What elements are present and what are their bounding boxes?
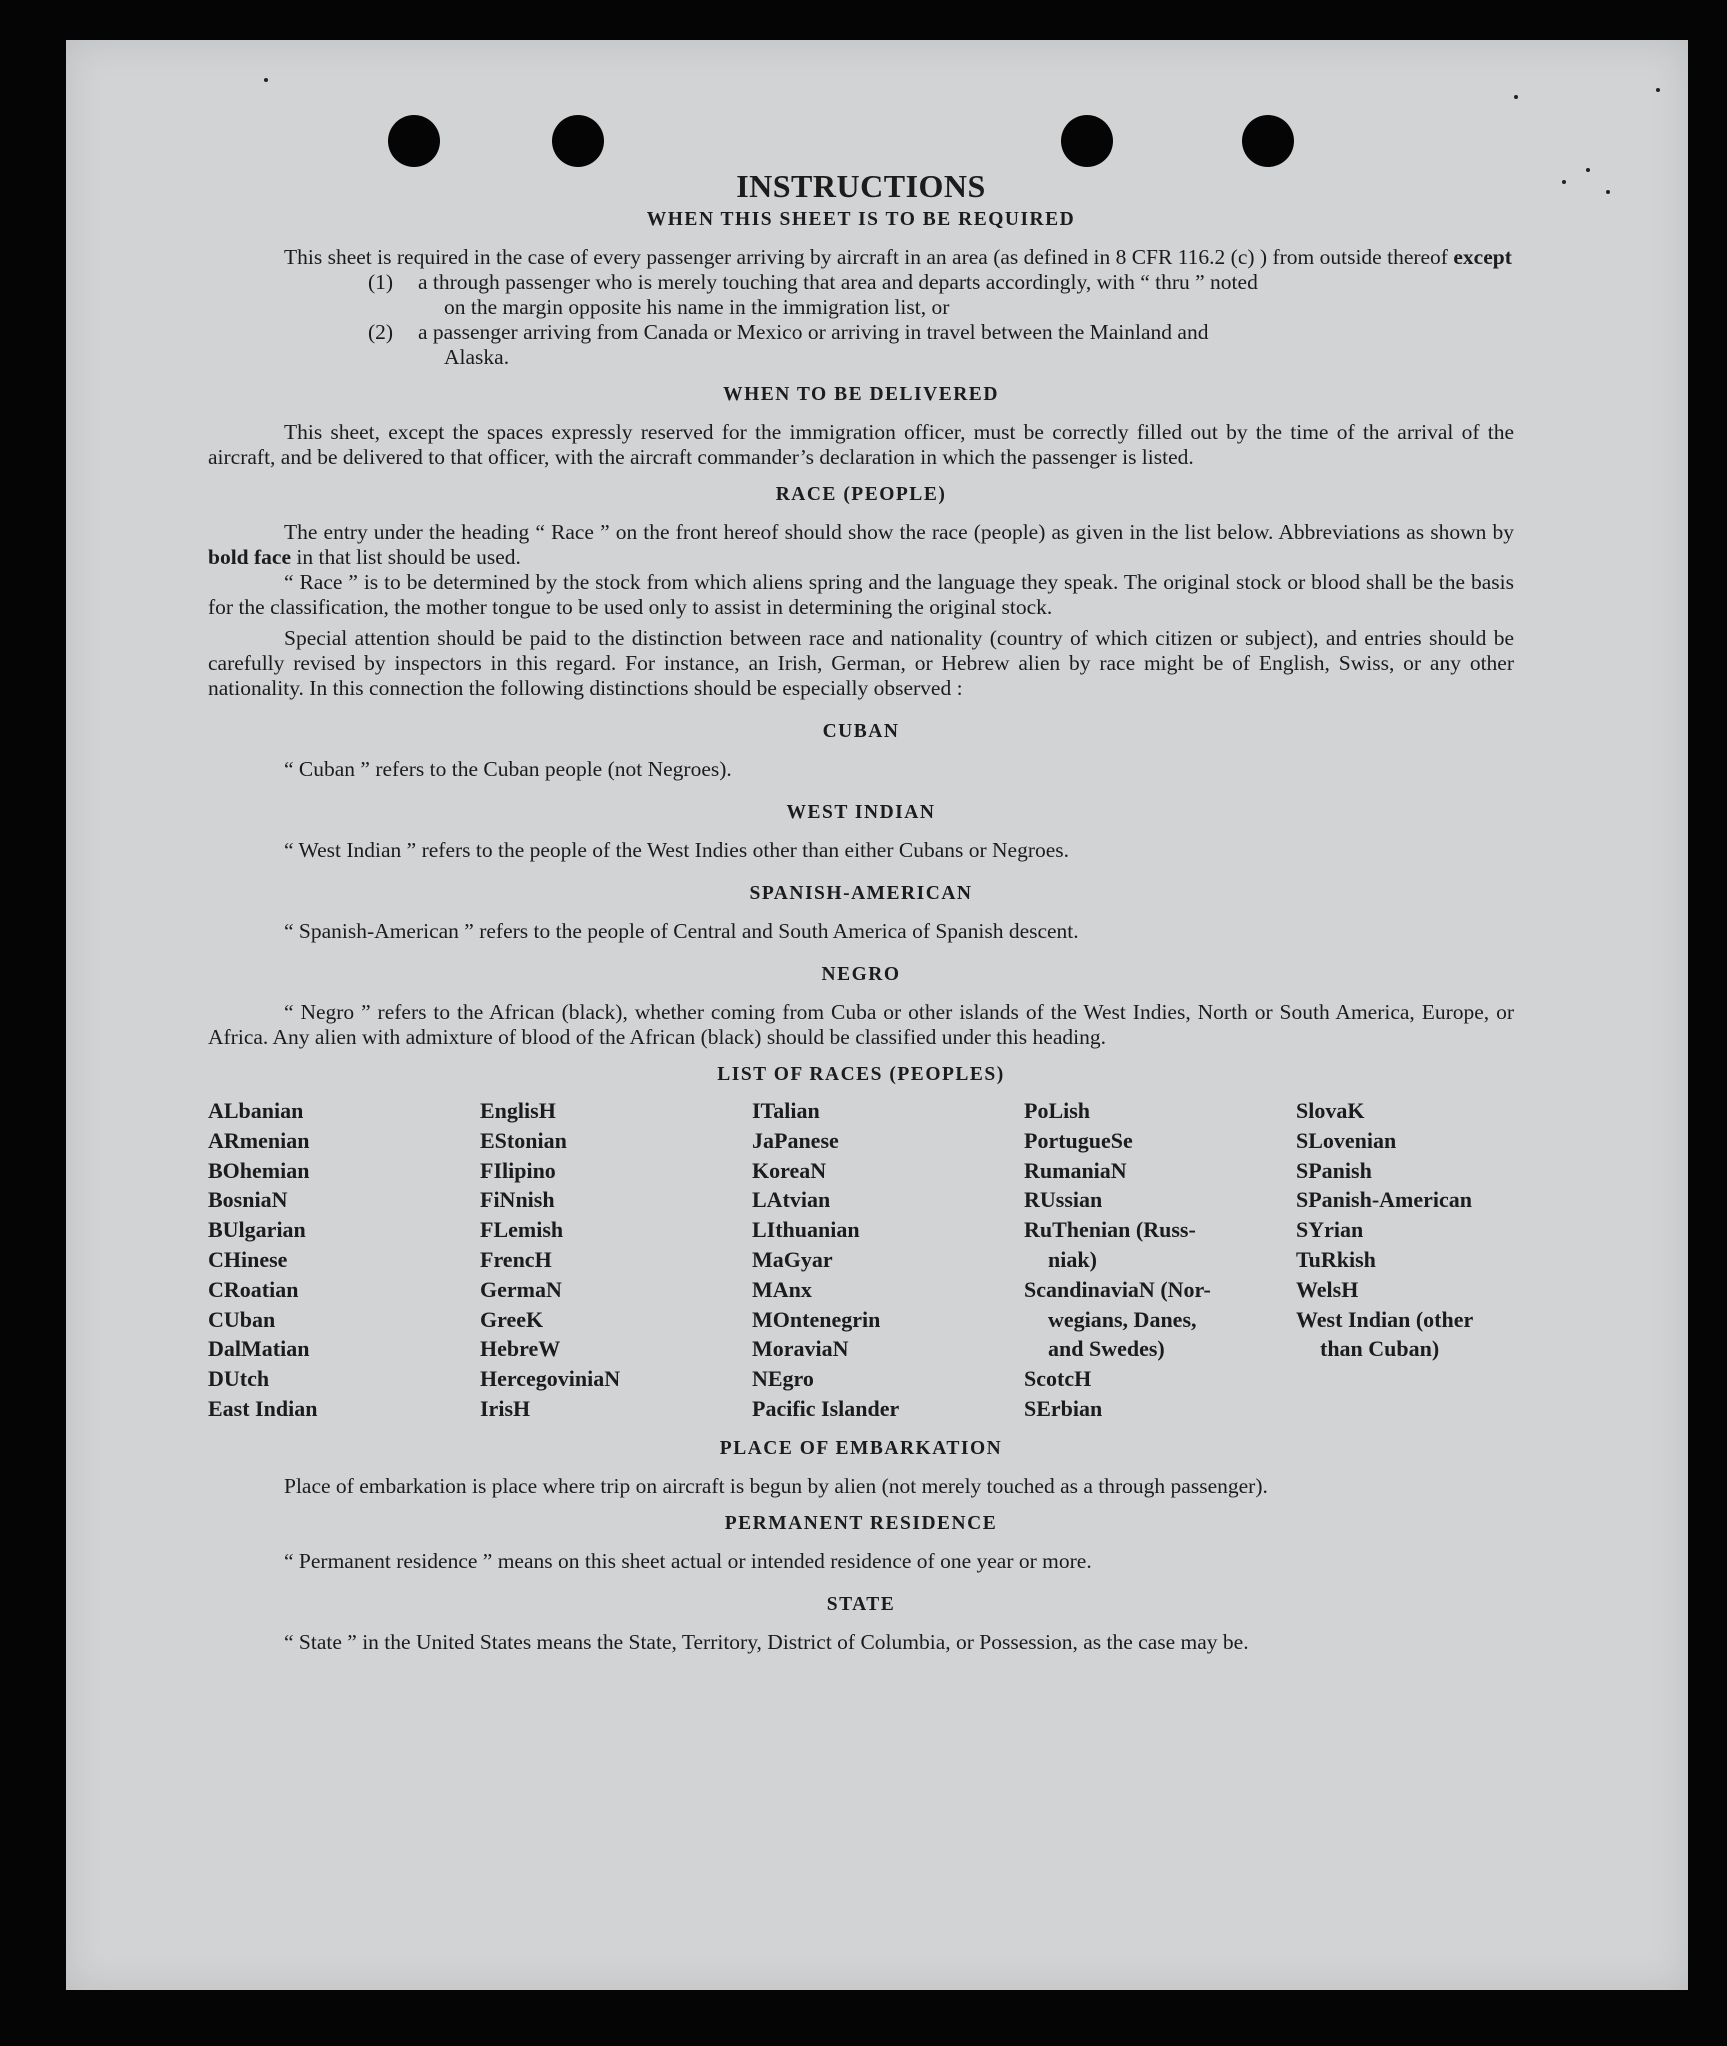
speck xyxy=(1586,168,1590,172)
race-entry: DalMatian xyxy=(208,1336,310,1362)
race-entry: RUssian xyxy=(1024,1187,1103,1213)
race-entry: JaPanese xyxy=(752,1127,839,1153)
spanish-american-heading: SPANISH-AMERICAN xyxy=(749,883,973,904)
when-required-heading: WHEN THIS SHEET IS TO BE REQUIRED xyxy=(646,209,1076,230)
races-table xyxy=(208,1096,1514,1424)
negro-heading: NEGRO xyxy=(821,964,901,985)
race-entry: CHinese xyxy=(208,1246,288,1272)
state-heading: STATE xyxy=(826,1593,896,1615)
instructions-content xyxy=(208,168,1514,1655)
speck xyxy=(1514,95,1518,99)
residence-text: “ Permanent residence ” means on this sheet actual or intended residence of one year or more. xyxy=(284,1548,1092,1573)
races-column xyxy=(1024,1096,1296,1424)
speck xyxy=(264,78,268,82)
residence-heading: PERMANENT RESIDENCE xyxy=(724,1512,998,1534)
race-entry: BosniaN xyxy=(208,1187,288,1213)
race-entry: MoraviaN xyxy=(752,1336,849,1362)
races-column xyxy=(480,1096,752,1424)
page-title: INSTRUCTIONS xyxy=(736,168,986,204)
race-entry: ALbanian xyxy=(208,1098,304,1123)
race-entry: EnglisH xyxy=(480,1098,556,1123)
race-entry: MAnx xyxy=(752,1276,812,1302)
race-entry: LIthuanian xyxy=(752,1217,860,1243)
race-entry: and Swedes) xyxy=(1048,1336,1165,1362)
race-entry: wegians, Danes, xyxy=(1048,1306,1197,1332)
race-entry: MaGyar xyxy=(752,1246,833,1272)
race-entry: SLovenian xyxy=(1296,1127,1397,1153)
race-entry: MOntenegrin xyxy=(752,1306,881,1332)
race-paragraph: Special attention should be paid to the distinction between race and nationality (country of which citizen or subject), and entries should be carefully revised by inspectors in this regard. For instance, an Irish, German, or Hebrew alien by race might be of English, Swiss, or any other nationality. In this connection the following distinctions should be especially observed : xyxy=(208,626,1514,700)
cuban-heading: CUBAN xyxy=(822,721,900,742)
when-required-intro: This sheet is required in the case of every passenger arriving by aircraft in an area (as defined in 8 CFR 116.2 (c) ) from outside thereof except xyxy=(284,245,1512,269)
state-text: “ State ” in the United States means the State, Territory, District of Columbia, or Possession, as the case may be. xyxy=(284,1629,1249,1654)
speck xyxy=(1656,88,1660,92)
race-entry: HebreW xyxy=(480,1336,561,1362)
race-entry: GermaN xyxy=(480,1276,562,1302)
race-entry: than Cuban) xyxy=(1320,1336,1440,1362)
race-entry: SYrian xyxy=(1296,1217,1364,1243)
race-entry: KoreaN xyxy=(752,1157,827,1183)
race-entry: HercegoviniaN xyxy=(480,1366,621,1392)
race-entry: ARmenian xyxy=(208,1127,310,1153)
races-column xyxy=(1296,1096,1514,1424)
race-entry: Pacific Islander xyxy=(752,1395,900,1421)
punch-hole xyxy=(1242,115,1294,167)
punch-hole xyxy=(388,115,440,167)
race-entry: East Indian xyxy=(208,1395,318,1421)
embarkation-heading: PLACE OF EMBARKATION xyxy=(719,1437,1003,1459)
race-entry: TuRkish xyxy=(1296,1246,1376,1272)
punch-hole xyxy=(1061,115,1113,167)
race-entry: NEgro xyxy=(752,1366,814,1392)
race-entry: FrencH xyxy=(480,1246,552,1272)
race-entry: FLemish xyxy=(480,1217,564,1243)
race-entry: ITalian xyxy=(752,1098,820,1123)
race-entry: RuThenian (Russ- xyxy=(1024,1217,1196,1243)
race-entry: SPanish-American xyxy=(1296,1187,1472,1213)
race-entry: CUban xyxy=(208,1306,276,1332)
race-entry: WelsH xyxy=(1296,1276,1359,1302)
race-entry: SlovaK xyxy=(1296,1098,1365,1123)
race-entry: RumaniaN xyxy=(1024,1157,1127,1183)
race-entry: niak) xyxy=(1048,1246,1097,1272)
races-column xyxy=(752,1096,1024,1424)
race-entry: LAtvian xyxy=(752,1187,831,1213)
race-entry: PortugueSe xyxy=(1024,1127,1133,1153)
race-heading: RACE (PEOPLE) xyxy=(775,484,947,505)
race-entry: SPanish xyxy=(1296,1157,1372,1183)
race-entry: DUtch xyxy=(208,1366,270,1392)
when-delivered-text: This sheet, except the spaces expressly reserved for the immigration officer, must be correctly filled out by the time of the arrival of the aircraft, and be delivered to that officer, with the aircraft commander’s declaration in which the passenger is listed. xyxy=(208,420,1514,469)
speck xyxy=(1562,180,1566,184)
race-paragraph: The entry under the heading “ Race ” on the front hereof should show the race (people) as given in the list below. Abbreviations as shown by bold face in that list should be used. xyxy=(208,520,1514,569)
race-entry: FIlipino xyxy=(480,1157,556,1183)
race-paragraph: “ Race ” is to be determined by the stock from which aliens spring and the language they speak. The original stock or blood shall be the basis for the classification, the mother tongue to be used only to assist in determining the original stock. xyxy=(208,570,1514,619)
race-entry: FiNnish xyxy=(480,1187,555,1213)
negro-text: “ Negro ” refers to the African (black), whether coming from Cuba or other islands of the West Indies, North or South America, Europe, or Africa. Any alien with admixture of blood of the African (black) should be classified under this heading. xyxy=(208,1000,1514,1049)
race-entry: ScotcH xyxy=(1024,1366,1092,1392)
west-indian-heading: WEST INDIAN xyxy=(786,802,936,823)
race-entry: ScandinaviaN (Nor- xyxy=(1024,1276,1211,1302)
speck xyxy=(1606,190,1610,194)
race-entry: EStonian xyxy=(480,1127,567,1153)
race-entry: SErbian xyxy=(1024,1395,1103,1421)
race-entry: GreeK xyxy=(480,1306,544,1332)
punch-hole xyxy=(552,115,604,167)
race-entry: CRoatian xyxy=(208,1276,299,1302)
when-delivered-heading: WHEN TO BE DELIVERED xyxy=(723,384,999,405)
embarkation-text: Place of embarkation is place where trip on aircraft is begun by alien (not merely touched as a through passenger). xyxy=(284,1473,1268,1498)
spanish-american-text: “ Spanish-American ” refers to the people of Central and South America of Spanish descent. xyxy=(284,919,1079,943)
races-column xyxy=(208,1096,480,1424)
race-entry: BUlgarian xyxy=(208,1217,306,1243)
list-of-races-heading: LIST OF RACES (PEOPLES) xyxy=(717,1064,1005,1085)
cuban-text: “ Cuban ” refers to the Cuban people (not Negroes). xyxy=(284,757,732,781)
exception-item: (2) a passenger arriving from Canada or Mexico or arriving in travel between the Mainland and Alaska. xyxy=(368,320,1209,369)
race-entry: BOhemian xyxy=(208,1157,310,1183)
exception-item: (1) a through passenger who is merely touching that area and departs accordingly, with “ thru ” noted on the margin opposite his name in the immigration list, or xyxy=(368,270,1258,319)
race-entry: West Indian (other xyxy=(1296,1306,1474,1332)
race-entry: PoLish xyxy=(1024,1098,1091,1123)
west-indian-text: “ West Indian ” refers to the people of the West Indies other than either Cubans or Negroes. xyxy=(284,838,1070,862)
race-entry: IrisH xyxy=(480,1395,531,1421)
